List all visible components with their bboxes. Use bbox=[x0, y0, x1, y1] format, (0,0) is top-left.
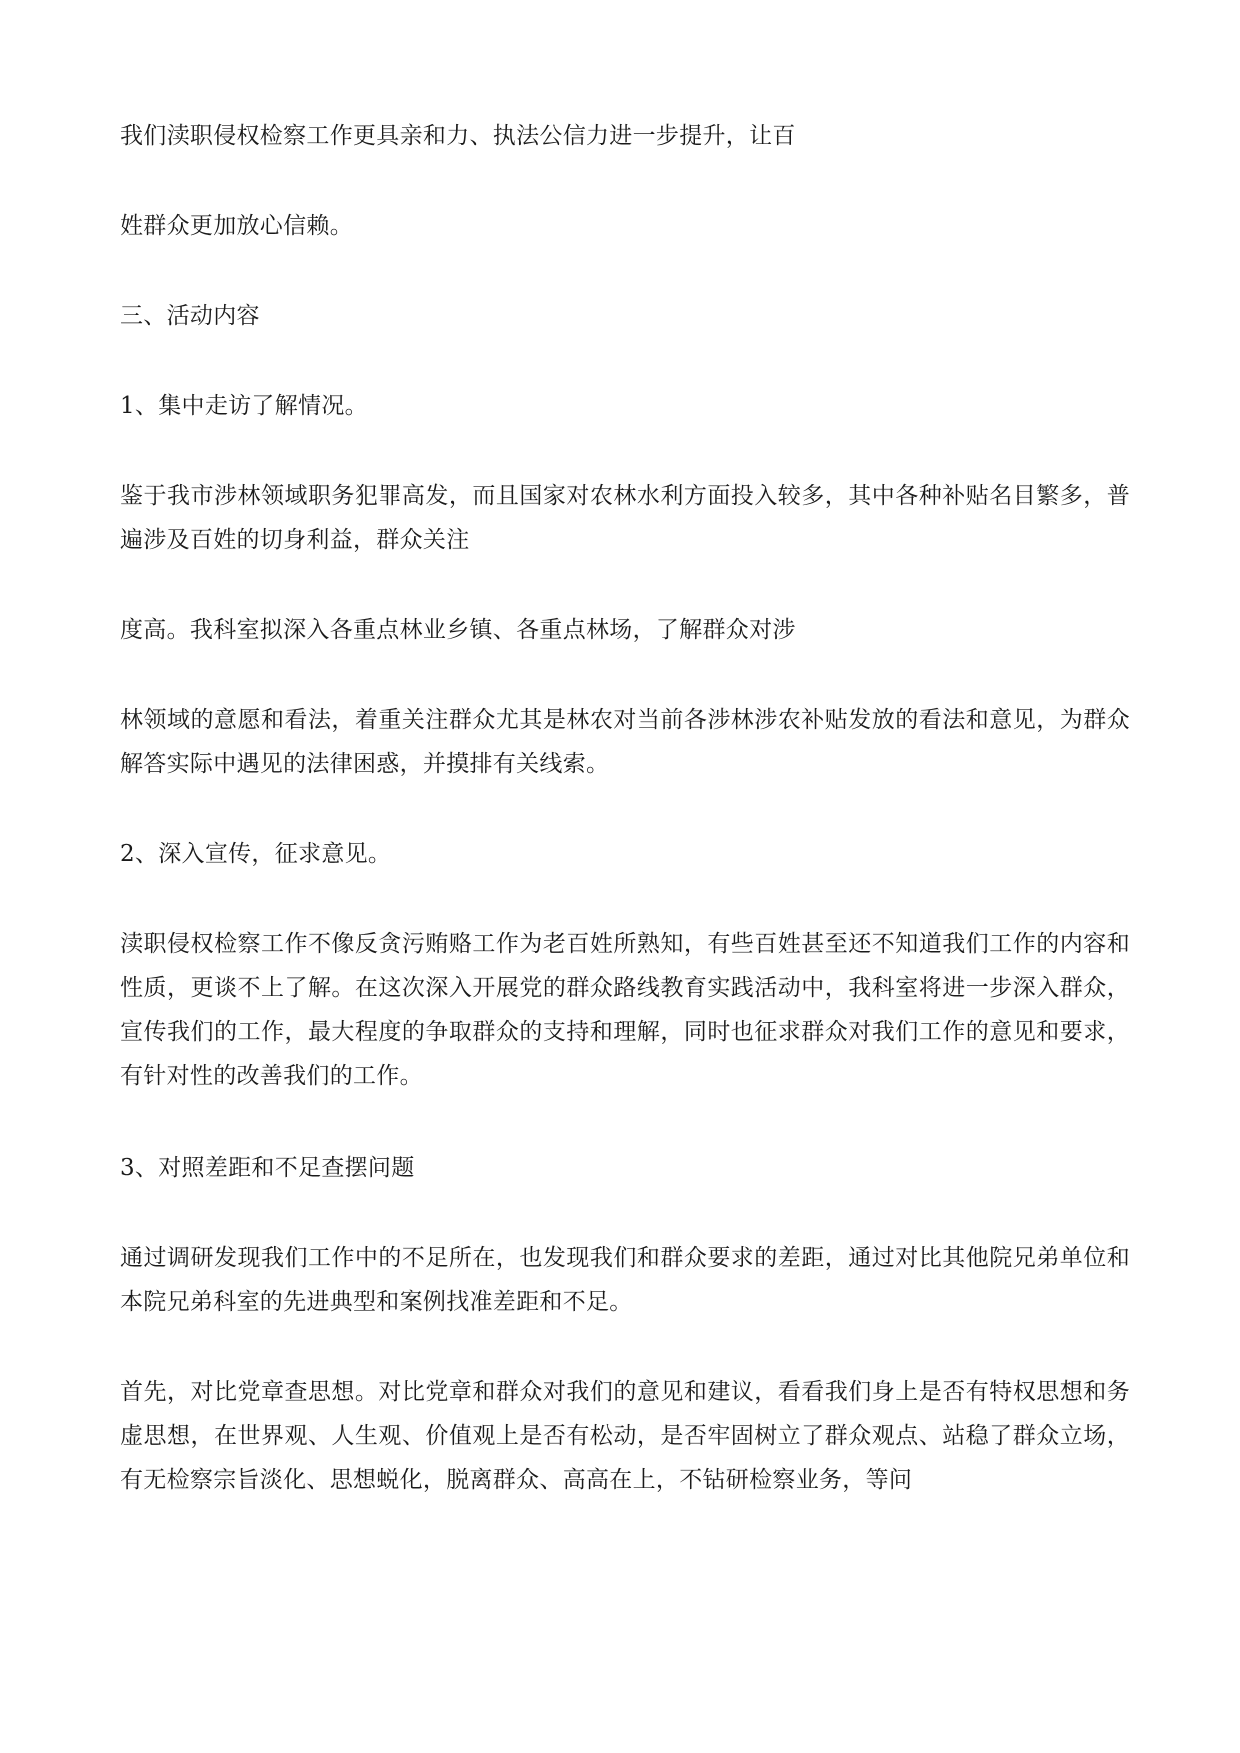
paragraph-2: 姓群众更加放心信赖。 bbox=[120, 213, 353, 239]
item-heading-1: 1、集中走访了解情况。 bbox=[120, 393, 368, 419]
paragraph-1: 我们渎职侵权检察工作更具亲和力、执法公信力进一步提升，让百 bbox=[120, 123, 796, 149]
paragraph-11: 通过调研发现我们工作中的不足所在，也发现我们和群众要求的差距，通过对比其他院兄弟单位和本院兄弟科室的先进典型和案例找准差距和不足。 bbox=[120, 1245, 1130, 1315]
paragraph-6: 度高。我科室拟深入各重点林业乡镇、各重点林场，了解群众对涉 bbox=[120, 617, 796, 643]
paragraph-7: 林领域的意愿和看法，着重关注群众尤其是林农对当前各涉林涉农补贴发放的看法和意见，为群众解答实际中遇见的法律困惑，并摸排有关线索。 bbox=[120, 707, 1130, 777]
item-heading-3: 3、对照差距和不足查摆问题 bbox=[120, 1155, 415, 1181]
section-heading-activities: 三、活动内容 bbox=[120, 303, 260, 329]
item-heading-2: 2、深入宣传，征求意见。 bbox=[120, 841, 392, 867]
paragraph-12: 首先，对比党章查思想。对比党章和群众对我们的意见和建议，看看我们身上是否有特权思想和务虚思想，在世界观、人生观、价值观上是否有松动，是否牢固树立了群众观点、站稳了群众立场，有无检察宗旨淡化、思想蜕化，脱离群众、高高在上，不钻研检察业务，等问 bbox=[120, 1379, 1130, 1493]
paragraph-9: 渎职侵权检察工作不像反贪污贿赂工作为老百姓所熟知，有些百姓甚至还不知道我们工作的内容和性质，更谈不上了解。在这次深入开展党的群众路线教育实践活动中，我科室将进一步深入群众，宣传我们的工作，最大程度的争取群众的支持和理解，同时也征求群众对我们工作的意见和要求，有针对性的改善我们的工作。 bbox=[120, 931, 1130, 1089]
paragraph-5: 鉴于我市涉林领域职务犯罪高发，而且国家对农林水利方面投入较多，其中各种补贴名目繁多，普遍涉及百姓的切身利益，群众关注 bbox=[120, 483, 1130, 553]
